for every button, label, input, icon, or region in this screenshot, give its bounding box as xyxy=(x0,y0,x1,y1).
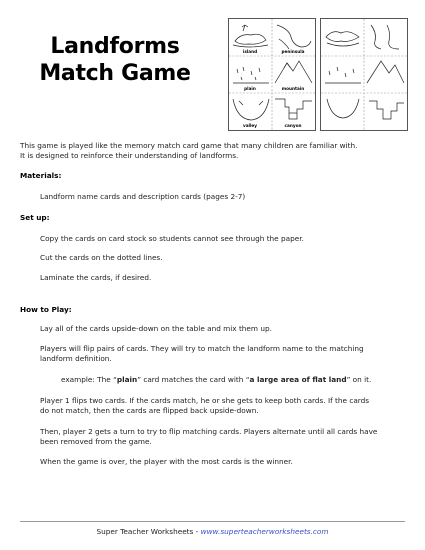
example-line xyxy=(61,375,371,384)
example-mid: ” card matches the card with “ xyxy=(137,375,250,384)
play-step-2 xyxy=(40,344,410,363)
example-prefix: example: The “ xyxy=(61,375,117,384)
how-to-play-heading: How to Play: xyxy=(20,305,72,314)
setup-step-2: Cut the cards on the dotted lines. xyxy=(40,253,163,262)
thumb-label-valley: valley xyxy=(243,123,257,128)
thumb-label-plain: plain xyxy=(244,86,256,91)
setup-heading: Set up: xyxy=(20,213,50,222)
materials-heading: Materials: xyxy=(20,171,62,180)
intro-text xyxy=(20,141,410,160)
materials-text: Landform name cards and description cards (pages 2-7) xyxy=(40,192,246,201)
title-line-2: Match Game xyxy=(39,61,191,86)
thumb-label-island: island xyxy=(242,49,258,54)
thumbnail-page-1 xyxy=(228,18,316,131)
intro-line-1: This game is played like the memory match card game that many children are familiar with. xyxy=(20,141,358,150)
play-step-4-line-1: Then, player 2 gets a turn to try to flip matching cards. Players alternate until all cards have xyxy=(40,427,378,436)
footer-text: Super Teacher Worksheets - xyxy=(96,527,201,536)
example-definition: a large area of flat land xyxy=(249,375,347,384)
play-step-4-line-2: been removed from the game. xyxy=(40,436,152,446)
play-step-4 xyxy=(40,427,410,446)
footer-divider xyxy=(20,521,405,522)
play-step-3-line-1: Player 1 flips two cards. If the cards match, he or she gets to keep both cards. If the cards xyxy=(40,396,370,405)
footer xyxy=(0,527,425,536)
card-thumbnails xyxy=(228,18,408,131)
thumb-label-peninsula: peninsula xyxy=(281,49,305,54)
title-line-1: Landforms xyxy=(50,34,180,59)
play-step-1: Lay all of the cards upside-down on the table and mix them up. xyxy=(40,324,272,333)
footer-link[interactable]: www.superteacherworksheets.com xyxy=(200,527,329,536)
play-step-2-line-1: Players will flip pairs of cards. They will try to match the landform name to the matching xyxy=(40,344,364,353)
example-suffix: ” on it. xyxy=(346,375,372,384)
play-step-3 xyxy=(40,396,410,415)
play-step-5: When the game is over, the player with the most cards is the winner. xyxy=(40,457,293,466)
example-word: plain xyxy=(116,375,138,384)
play-step-2-line-2: landform definition. xyxy=(40,353,112,363)
intro-line-2: It is designed to reinforce their understanding of landforms. xyxy=(20,150,239,160)
thumb-label-canyon: canyon xyxy=(284,123,302,128)
play-step-3-line-2: do not match, then the cards are flipped back upside-down. xyxy=(40,405,259,415)
thumbnail-page-2 xyxy=(320,18,408,131)
thumb-label-mountain: mountain xyxy=(281,86,305,91)
page-title xyxy=(20,33,210,87)
setup-step-1: Copy the cards on card stock so students cannot see through the paper. xyxy=(40,234,304,243)
setup-step-3: Laminate the cards, if desired. xyxy=(40,273,152,282)
